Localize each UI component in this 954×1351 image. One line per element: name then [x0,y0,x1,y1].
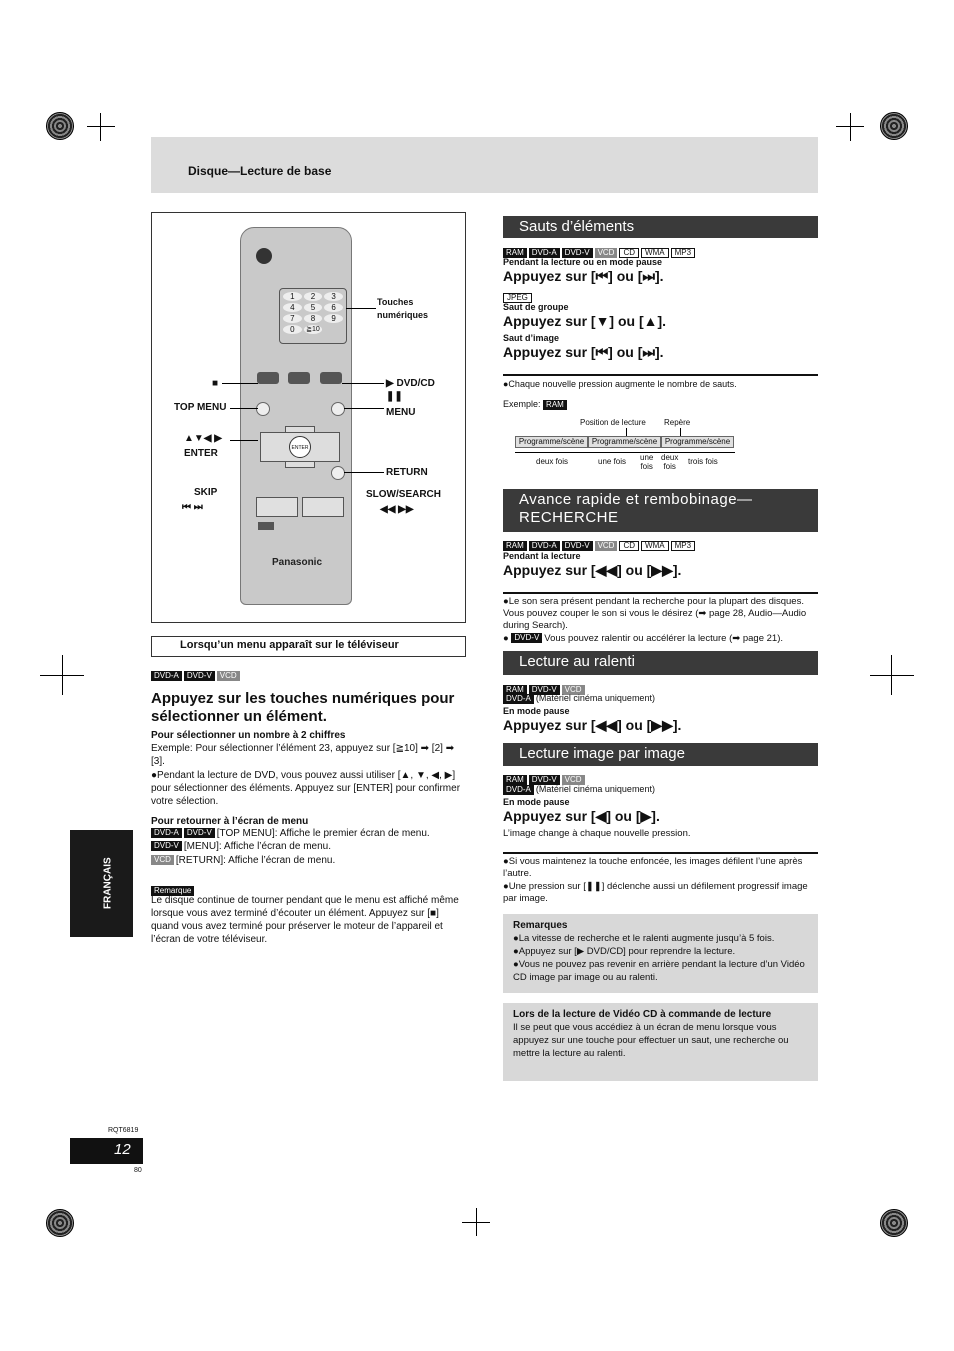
example [503,398,569,411]
text: Vous pouvez ralentir ou accélérer la lecture (➡ page 21). [544,633,784,644]
return-line-1 [151,827,430,840]
diagram-cell: Programme/scène [588,436,661,448]
vcd-title: Lors de la lecture de Vidéo CD à commande de lecture [513,1009,772,1020]
diagram-count: une fois [598,457,627,466]
remarque-item: ●La vitesse de recherche et le ralenti augmente jusqu’à 5 fois. [513,933,775,944]
leader-line [346,308,376,309]
badge: VCD [151,855,174,865]
doc-code: RQT6819 [108,1127,139,1134]
badge: DVD-A [503,785,534,795]
section-title: Disque—Lecture de base [188,164,332,178]
sub-page: 80 [134,1167,142,1174]
label-skip: SKIP [194,487,218,498]
badge: RAM [503,541,527,551]
text: [RETURN]: Affiche l’écran de menu. [175,855,336,866]
badge: DVD-A [503,694,534,704]
diagram-line [515,452,735,453]
diagram-count: trois fois [688,457,718,466]
paragraph: Exemple: Pour sélectionner l’élément 23, appuyez sur [≧10] ➡ [2] ➡ [3]. [151,743,455,767]
registration-mark [880,1209,908,1237]
label-slow-icons: ◀◀ ▶▶ [380,504,414,515]
remarque-badge: Remarque [151,886,194,896]
language-label: FRANÇAIS [102,857,114,910]
return-line-3 [151,854,335,867]
section-header-ralenti: Lecture au ralenti [503,651,818,675]
text: Exemple: [503,399,541,409]
key-4: 4 [283,303,302,312]
key-10plus: ≧10 [304,325,323,334]
text: (Matériel cinéma uniquement) [535,784,655,794]
badge: DVD-A [151,828,182,838]
badge: DVD-V [184,828,215,838]
command: Appuyez sur [⏮] ou [⏭]. [503,268,664,284]
play-key [320,372,342,384]
key-1: 1 [283,292,302,301]
skip-keys [256,497,298,517]
subheading: Pour sélectionner un nombre à 2 chiffres [151,730,346,741]
diagram-cell: Programme/scène [661,436,734,448]
badge: VCD [217,671,240,681]
crosshair [891,655,892,695]
note: ●Chaque nouvelle pression augmente le nombre de sauts. [503,379,737,389]
diagram-count: deux fois [536,457,569,466]
menu-condition-box: Lorsqu’un menu apparaît sur le téléviseur [151,636,466,657]
crosshair [870,675,914,676]
leader-line [230,440,258,441]
registration-mark [46,1209,74,1237]
badge: DVD-V [151,841,182,851]
bullet: ●Une pression sur [❚❚] déclenche aussi un défilement progressif image par image. [503,881,808,904]
key-6: 6 [324,303,343,312]
key-9: 9 [324,314,343,323]
subheading: Pour retourner à l’écran de menu [151,816,309,827]
condition: En mode pause [503,706,570,716]
label-return: RETURN [386,467,428,478]
condition: Pendant la lecture ou en mode pause [503,257,663,267]
power-button [256,248,272,264]
leader-line [222,383,258,384]
badge: MP3 [671,541,695,551]
leader-line [344,408,384,409]
label-pause: ❚❚ [386,391,403,402]
remarque-item: ●Vous ne pouvez pas revenir en arrière pendant la lecture d’un Vidéo CD image par image ou au ralenti. [513,959,805,983]
vcd-text: Il se peut que vous accédiez à un écran de menu lorsque vous appuyez sur une touche pour effectuer un saut, une recherche ou mettre la lecture au ralenti. [513,1022,789,1059]
badge: WMA [641,248,669,258]
label-dvdcd: ▶ DVD/CD [386,378,435,389]
diagram-tick [626,428,627,436]
registration-mark [880,112,908,140]
diagram-count: deux fois [661,453,679,471]
label-stop: ■ [212,378,219,389]
leader-line [344,472,384,473]
badge: DVD-V [529,775,560,785]
text: [TOP MENU]: Affiche le premier écran de menu. [216,828,430,839]
crosshair [87,126,115,127]
badge: CD [619,541,639,551]
condition: Saut de groupe [503,302,569,312]
label-number-keys: Touches numériques [377,297,429,320]
crosshair [100,113,101,141]
badge: WMA [641,541,669,551]
diagram-cell: Programme/scène [515,436,588,448]
return-line-2 [151,840,331,853]
label-menu: MENU [386,407,416,418]
section-header-avance: Avance rapide et rembobinage— RECHERCHE [503,489,818,532]
text: [MENU]: Affiche l’écran de menu. [183,841,331,852]
command: Appuyez sur [◀◀] ou [▶▶]. [503,717,682,733]
section-header-image: Lecture image par image [503,743,818,766]
badge: DVD-A [529,541,560,551]
left-heading: Appuyez sur les touches numériques pour sélectionner un élément. [151,690,455,725]
remarques-box [503,914,818,993]
key-2: 2 [304,292,323,301]
label-top-menu: TOP MENU [174,402,227,413]
crosshair [850,113,851,141]
text: (Matériel cinéma uniquement) [535,693,655,703]
badge: DVD-A [151,671,182,681]
badge: DVD-A [529,248,560,258]
divider [503,852,818,854]
dvda-note [503,783,655,796]
bullet: ●Pendant la lecture de DVD, vous pouvez aussi utiliser [▲, ▼, ◀, ▶] pour sélectionner des éléments. Appuyez sur [ENTER] pour confirmer votre sélection. [151,770,461,807]
shift-key [258,522,274,530]
badge: RAM [543,400,567,410]
diagram-count: une fois [640,453,654,471]
condition: Pendant la lecture [503,551,581,561]
key-5: 5 [304,303,323,312]
command: Appuyez sur [◀] ou [▶]. [503,808,660,824]
divider [503,374,818,376]
key-8: 8 [304,314,323,323]
page-number: 12 [70,1138,143,1164]
badge: RAM [503,775,527,785]
disc-badges [151,667,242,685]
badge: VCD [595,248,618,258]
pause-key [288,372,310,384]
command: Appuyez sur [◀◀] ou [▶▶]. [503,562,682,578]
badge: MP3 [671,248,695,258]
remarques-title: Remarques [513,920,568,931]
diagram-label: Repère [664,418,691,427]
return-key [331,466,345,480]
badge: RAM [503,685,527,695]
crosshair [62,655,63,695]
leader-line [342,383,384,384]
key-3: 3 [324,292,343,301]
divider [503,592,818,594]
badge: DVD-V [511,633,542,643]
badge: DVD-V [529,685,560,695]
section-header-sauts: Sauts d’éléments [503,216,818,238]
registration-mark [46,112,74,140]
badge: VCD [595,541,618,551]
number-keypad [279,288,347,344]
label-slow-search: SLOW/SEARCH [366,489,441,500]
label-skip-icons: ⏮ ⏭ [182,502,203,513]
paragraph: L’image change à chaque nouvelle pression. [503,828,691,839]
key-0: 0 [283,325,302,334]
condition: En mode pause [503,797,570,807]
badge: DVD-V [184,671,215,681]
key-7: 7 [283,314,302,323]
diagram-label: Position de lecture [580,418,646,427]
badge: VCD [562,685,585,695]
crosshair [476,1208,477,1236]
enter-key: ENTER [289,436,311,458]
badge: DVD-V [562,248,593,258]
vcd-box [503,1003,818,1081]
bullet: ●Si vous maintenez la touche enfoncée, les images défilent l’une après l’autre. [503,856,803,879]
label-arrows: ▲▼◀ ▶ [184,433,222,444]
badge: VCD [562,775,585,785]
bullet: ●Le son sera présent pendant la recherche pour la plupart des disques. Vous pouvez couper le son si vous le désirez (➡ page 28, Audio—Audio during Search). [503,596,807,631]
remarque-item: ●Appuyez sur [▶ DVD/CD] pour reprendre la lecture. [513,946,736,957]
search-keys [302,497,344,517]
badge: JPEG [503,293,532,303]
badge: DVD-V [562,541,593,551]
brand-logo: Panasonic [272,557,323,568]
leader-line [230,408,258,409]
label-enter: ENTER [184,448,218,459]
badge: RAM [503,248,527,258]
command: Appuyez sur [⏮] ou [⏭]. [503,344,664,360]
bullet: ● DVD-V Vous pouvez ralentir ou accélérer la lecture (➡ page 21). [503,633,784,644]
badge: CD [619,248,639,258]
condition: Saut d’image [503,333,560,343]
remarque-text: Le disque continue de tourner pendant que le menu est affiché même lorsque vous avez terminé d’écouter un élément. Appuyez sur [■] quand vous avez terminé pour préserver le moteur de l’appareil et l’écran de votre téléviseur. [151,895,459,945]
dvda-note [503,692,655,705]
stop-key [257,372,279,384]
command: Appuyez sur [▼] ou [▲]. [503,313,667,329]
diagram-tick [680,428,681,436]
